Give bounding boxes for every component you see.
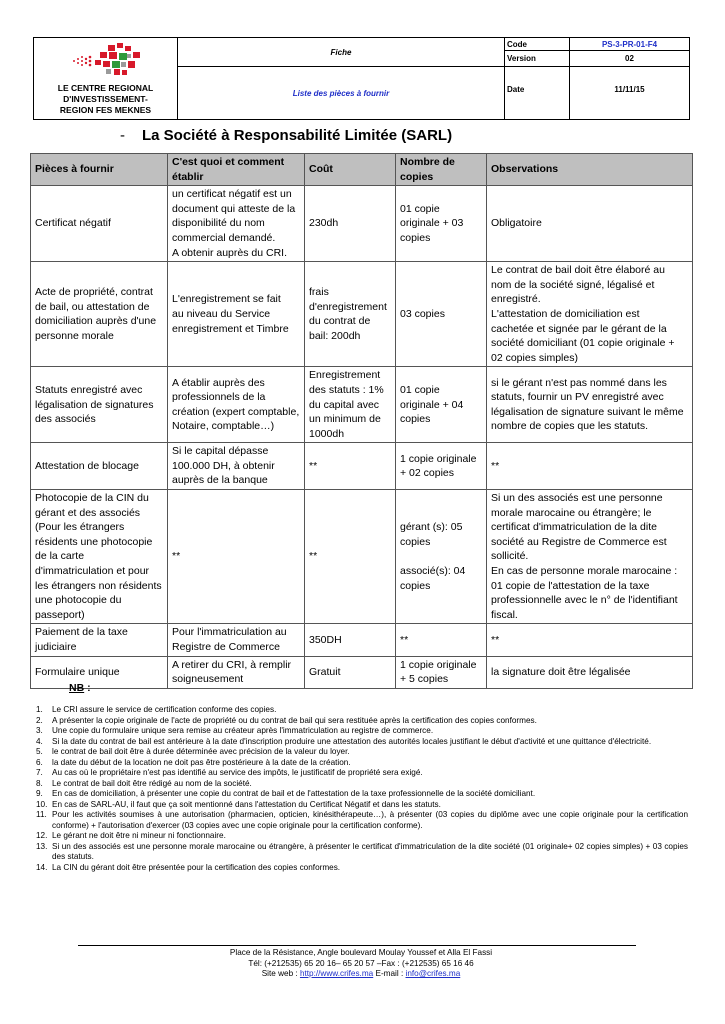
- note-text: Si un des associés est une personne morale marocaine ou étrangère, à présenter le certificat d'immatriculation de la dite société (01 originale+ 02 copies simples) + 03 copies des statuts.: [52, 841, 688, 861]
- note-number: 10.: [36, 799, 48, 809]
- cell-line: copies: [400, 579, 431, 592]
- cell-line: auprès de la banque: [172, 474, 268, 487]
- table-row: [31, 656, 693, 688]
- cell-cout: [305, 443, 396, 490]
- website-link[interactable]: http://www.crifes.ma: [299, 969, 374, 978]
- table-header-row: [31, 154, 693, 186]
- cell-comment: [168, 262, 305, 367]
- note-number: 8.: [36, 778, 43, 788]
- cell-obs: [487, 186, 693, 262]
- cell-line: professionnelle avec le n° de l'identifiant: [491, 594, 678, 607]
- cell-copies: [396, 262, 487, 367]
- column-header-cout: Coût: [305, 154, 396, 186]
- note-number: 2.: [36, 715, 43, 725]
- fiche-label: Fiche: [178, 38, 505, 67]
- cell-line: cachetée et signée par le gérant de la: [491, 322, 667, 335]
- cell-line: originale + 03: [400, 217, 464, 230]
- footer-contacts: [78, 969, 644, 980]
- note-item: [36, 800, 688, 811]
- cell-line: Pour l'immatriculation au: [172, 626, 287, 639]
- cell-obs: [487, 262, 693, 367]
- cell-line: associé(s): 04: [400, 565, 466, 578]
- cell-line: nombre de copies que les statuts.: [491, 420, 649, 433]
- organization-name-line1: LE CENTRE REGIONAL: [57, 83, 154, 93]
- note-text: Le CRI assure le service de certification conforme des copies.: [52, 705, 277, 714]
- cell-line: **: [491, 633, 500, 646]
- cell-cout: [305, 367, 396, 443]
- cell-line: **: [172, 550, 181, 563]
- version-value: 02: [570, 51, 690, 67]
- date-value: 11/11/15: [570, 67, 690, 120]
- note-item: [36, 737, 688, 748]
- cell-line: des statuts : 1%: [309, 383, 384, 396]
- cell-obs: [487, 490, 693, 624]
- footer-phone: Tél: (+212535) 65 20 16– 65 20 57 –Fax : (+212535) 65 16 46: [248, 958, 474, 968]
- cell-line: disponibilité du nom: [172, 217, 265, 230]
- column-header-copies: Nombre de copies: [396, 154, 487, 186]
- note-number: 1.: [36, 705, 43, 714]
- note-item: [36, 789, 688, 800]
- cell-comment: [168, 656, 305, 688]
- organization-cell: [34, 38, 178, 120]
- cell-cout: [305, 262, 396, 367]
- date-label: Date: [505, 67, 570, 120]
- column-header-comment: C'est quoi et comment établir: [168, 154, 305, 186]
- cri-logo-icon: [70, 43, 142, 77]
- nb-heading: [69, 682, 91, 694]
- cell-line: frais: [309, 286, 329, 299]
- cell-line: Le contrat de bail doit être élaboré au: [491, 264, 665, 277]
- cell-line: nom de la société signé, légalisé et: [491, 278, 655, 291]
- cell-line: document qui atteste de la: [172, 202, 296, 215]
- cell-line: 01 copie: [400, 202, 440, 215]
- cell-line: copies: [400, 413, 431, 426]
- footer-divider: [78, 945, 636, 946]
- organization-name-line2: D'INVESTISSEMENT-: [63, 94, 148, 104]
- note-text: le contrat de bail doit être à durée déterminée avec précision de la valeur du loyer.: [52, 747, 350, 756]
- footer-email-label: E-mail :: [373, 969, 406, 978]
- note-text: Si la date du contrat de bail est antérieure à la date d'inscription produire une attestation des autorités locales justifiant le début d'activité et une quittance d'électricité.: [52, 736, 652, 746]
- cell-line: enregistré.: [491, 293, 541, 306]
- cell-copies: [396, 186, 487, 262]
- cell-line: société domiciliant (01 copie originale +: [491, 337, 675, 350]
- cell-copies: [396, 443, 487, 490]
- cell-piece: Paiement de la taxe judiciaire: [31, 624, 168, 656]
- table-row: [31, 624, 693, 656]
- cell-obs: [487, 367, 693, 443]
- cell-line: 01 copie: [400, 383, 440, 396]
- cell-line: Enregistrement: [309, 369, 381, 382]
- cell-line: + 5 copies: [400, 673, 449, 686]
- cell-obs: [487, 624, 693, 656]
- note-number: 7.: [36, 768, 43, 777]
- cell-line: 100.000 DH, à obtenir: [172, 459, 275, 472]
- note-item: [36, 779, 688, 790]
- note-text: Une copie du formulaire unique sera remise au créateur après l'immatriculation au registre de commerce.: [52, 726, 434, 735]
- code-label: Code: [505, 38, 570, 51]
- nb-label: NB: [69, 682, 85, 694]
- note-number: 3.: [36, 726, 43, 735]
- cell-line: originale + 04: [400, 398, 464, 411]
- note-item: [36, 726, 688, 737]
- cell-line: A retirer du CRI, à remplir: [172, 658, 292, 671]
- footer: [78, 948, 644, 980]
- cell-line: **: [400, 633, 409, 646]
- cell-line: un certificat négatif est un: [172, 188, 292, 201]
- cell-line: la signature doit être légalisée: [491, 665, 631, 678]
- cell-line: copies: [400, 231, 431, 244]
- cell-obs: [487, 443, 693, 490]
- cell-line: Si un des associés est une personne: [491, 492, 663, 505]
- footer-address: Place de la Résistance, Angle boulevard Moulay Youssef et Alla El Fassi: [229, 948, 493, 957]
- cell-line: morale marocaine ou étrangère; le: [491, 506, 652, 519]
- cell-line: certificat d'immatriculation de la dite: [491, 521, 657, 534]
- cell-comment: [168, 186, 305, 262]
- cell-piece: Photocopie de la CIN du gérant et des associés (Pour les étrangers résidents une photocopie de la carte d'immatriculation et pour les étrangers non résidents une photocopie du passeport): [31, 490, 168, 624]
- version-label: Version: [505, 51, 570, 67]
- cell-line: commercial demandé.: [172, 231, 276, 244]
- cell-line: **: [491, 459, 500, 472]
- column-header-observations: Observations: [487, 154, 693, 186]
- cell-line: au niveau du Service: [172, 307, 271, 320]
- note-item: [36, 831, 688, 842]
- cell-line: 1 copie originale: [400, 658, 477, 671]
- cell-comment: [168, 490, 305, 624]
- document-header: [33, 37, 690, 120]
- cell-line: Obligatoire: [491, 217, 542, 230]
- documents-table: [30, 153, 693, 689]
- note-item: [36, 810, 688, 831]
- note-item: [36, 842, 688, 863]
- cell-line: 1 copie originale: [400, 452, 477, 465]
- cell-copies: [396, 490, 487, 624]
- note-text: A présenter la copie originale de l'acte de propriété ou du contrat de bail qui sera restituée après la certification des copies conformes.: [52, 715, 537, 725]
- note-number: 4.: [36, 736, 43, 746]
- note-number: 11.: [36, 810, 47, 819]
- cell-line: gérant (s): 05: [400, 521, 463, 534]
- title-text: La Société à Responsabilité Limitée (SARL): [142, 127, 453, 144]
- note-text: la date du début de la location ne doit pas être postérieure à la date de la création.: [52, 757, 351, 767]
- note-text: En cas de domiciliation, à présenter une copie du contrat de bail et de l'attestation de la taxe professionnelle de la société domiciliant.: [52, 789, 536, 798]
- table-row: [31, 443, 693, 490]
- cell-piece: Formulaire unique: [31, 656, 168, 688]
- note-text: En cas de SARL-AU, il faut que ça soit mentionné dans l'attestation du Certificat Négatif et dans les statuts.: [52, 799, 441, 809]
- cell-piece: Certificat négatif: [31, 186, 168, 262]
- cell-copies: [396, 624, 487, 656]
- cell-line: professionnels de la: [172, 391, 266, 404]
- note-text: Le gérant ne doit être ni mineur ni fonctionnaire.: [52, 831, 226, 840]
- note-number: 6.: [36, 757, 43, 767]
- note-item: [36, 747, 688, 758]
- cell-comment: [168, 367, 305, 443]
- document-subject: Liste des pièces à fournir: [178, 67, 505, 120]
- cell-piece: Acte de propriété, contrat de bail, ou attestation de domiciliation auprès d'une personne morale: [31, 262, 168, 367]
- note-item: [36, 758, 688, 769]
- cell-line: + 02 copies: [400, 467, 454, 480]
- cell-cout: [305, 186, 396, 262]
- email-link[interactable]: info@crifes.ma: [405, 969, 461, 978]
- cell-line: si le gérant n'est pas nommé dans les: [491, 376, 667, 389]
- column-header-pieces: Pièces à fournir: [31, 154, 168, 186]
- note-number: 14.: [36, 862, 48, 872]
- cell-line: 01 copie de l'attestation de la taxe: [491, 579, 650, 592]
- note-item: [36, 863, 688, 874]
- cell-line: [400, 549, 482, 564]
- cell-line: **: [309, 459, 318, 472]
- cell-line: A établir auprès des: [172, 376, 265, 389]
- notes-list: [36, 705, 688, 873]
- cell-line: L'attestation de domiciliation est: [491, 307, 640, 320]
- note-item: [36, 768, 688, 779]
- cell-line: Registre de Commerce: [172, 641, 280, 653]
- cell-copies: [396, 656, 487, 688]
- table-row: [31, 186, 693, 262]
- note-number: 13.: [36, 841, 48, 851]
- cell-comment: [168, 443, 305, 490]
- cell-line: Si le capital dépasse: [172, 445, 269, 458]
- cell-line: Notaire, comptable…): [172, 420, 275, 433]
- nb-colon: :: [84, 682, 91, 694]
- note-item: [36, 716, 688, 727]
- cell-line: fiscal.: [491, 608, 518, 621]
- table-row: [31, 367, 693, 443]
- title-dash: -: [120, 127, 125, 144]
- note-number: 12.: [36, 831, 48, 840]
- cell-line: bail: 200dh: [309, 329, 361, 342]
- cell-line: 02 copies simples): [491, 351, 578, 364]
- cell-line: 230dh: [309, 217, 339, 230]
- cell-line: création (expert comptable,: [172, 405, 300, 418]
- cell-cout: [305, 656, 396, 688]
- cell-cout: [305, 490, 396, 624]
- cell-copies: [396, 367, 487, 443]
- note-item: [36, 705, 688, 716]
- cell-cout: [305, 624, 396, 656]
- cell-line: 1000dh: [309, 427, 345, 440]
- note-text: Le contrat de bail doit être rédigé au nom de la société.: [52, 778, 252, 788]
- cell-line: copies: [400, 535, 431, 548]
- cell-line: société au Registre de Commerce est: [491, 535, 667, 548]
- cell-line: 03 copies: [400, 307, 445, 320]
- cell-piece: Attestation de blocage: [31, 443, 168, 490]
- cell-line: d'enregistrement: [309, 300, 387, 313]
- footer-site-label: Site web :: [261, 969, 300, 978]
- cell-line: sollicité.: [491, 550, 529, 563]
- cell-line: statuts, fournir un PV enregistré avec: [491, 391, 664, 404]
- cell-piece: Statuts enregistré avec légalisation de signatures des associés: [31, 367, 168, 443]
- cell-line: Gratuit: [309, 665, 341, 678]
- cell-line: du capital avec: [309, 398, 380, 411]
- table-row: [31, 490, 693, 624]
- table-row: [31, 262, 693, 367]
- cell-line: A obtenir auprès du CRI.: [172, 246, 287, 259]
- cell-line: soigneusement: [172, 673, 244, 686]
- page-title: [120, 127, 452, 144]
- cell-line: **: [309, 550, 318, 563]
- cell-comment: [168, 624, 305, 656]
- note-number: 9.: [36, 789, 43, 798]
- note-text: Pour les activités soumises à une autorisation (pharmacien, opticien, kinésithérapeute…), à présenter (03 copies du diplôme avec une copie originale pour la certification conforme) + l'autorisation d'exercer (03 copies avec une copie originale pour la certification conforme).: [52, 810, 688, 830]
- cell-line: 350DH: [309, 633, 342, 646]
- note-number: 5.: [36, 747, 43, 756]
- note-text: Au cas où le propriétaire n'est pas identifié au service des impôts, le justificatif de propriété sera exigé.: [52, 768, 423, 777]
- cell-line: L'enregistrement se fait: [172, 293, 281, 306]
- code-value: PS-3-PR-01-F4: [570, 38, 690, 51]
- cell-line: En cas de personne morale marocaine :: [491, 565, 678, 578]
- cell-line: légalisation de signature suivant le même: [491, 405, 684, 418]
- cell-line: du contrat de: [309, 315, 371, 328]
- cell-line: un minimum de: [309, 413, 381, 426]
- note-text: La CIN du gérant doit être présentée pour la certification des copies conformes.: [52, 862, 341, 872]
- organization-name-line3: REGION FES MEKNES: [59, 105, 152, 115]
- cell-obs: [487, 656, 693, 688]
- cell-line: enregistrement et Timbre: [172, 322, 289, 335]
